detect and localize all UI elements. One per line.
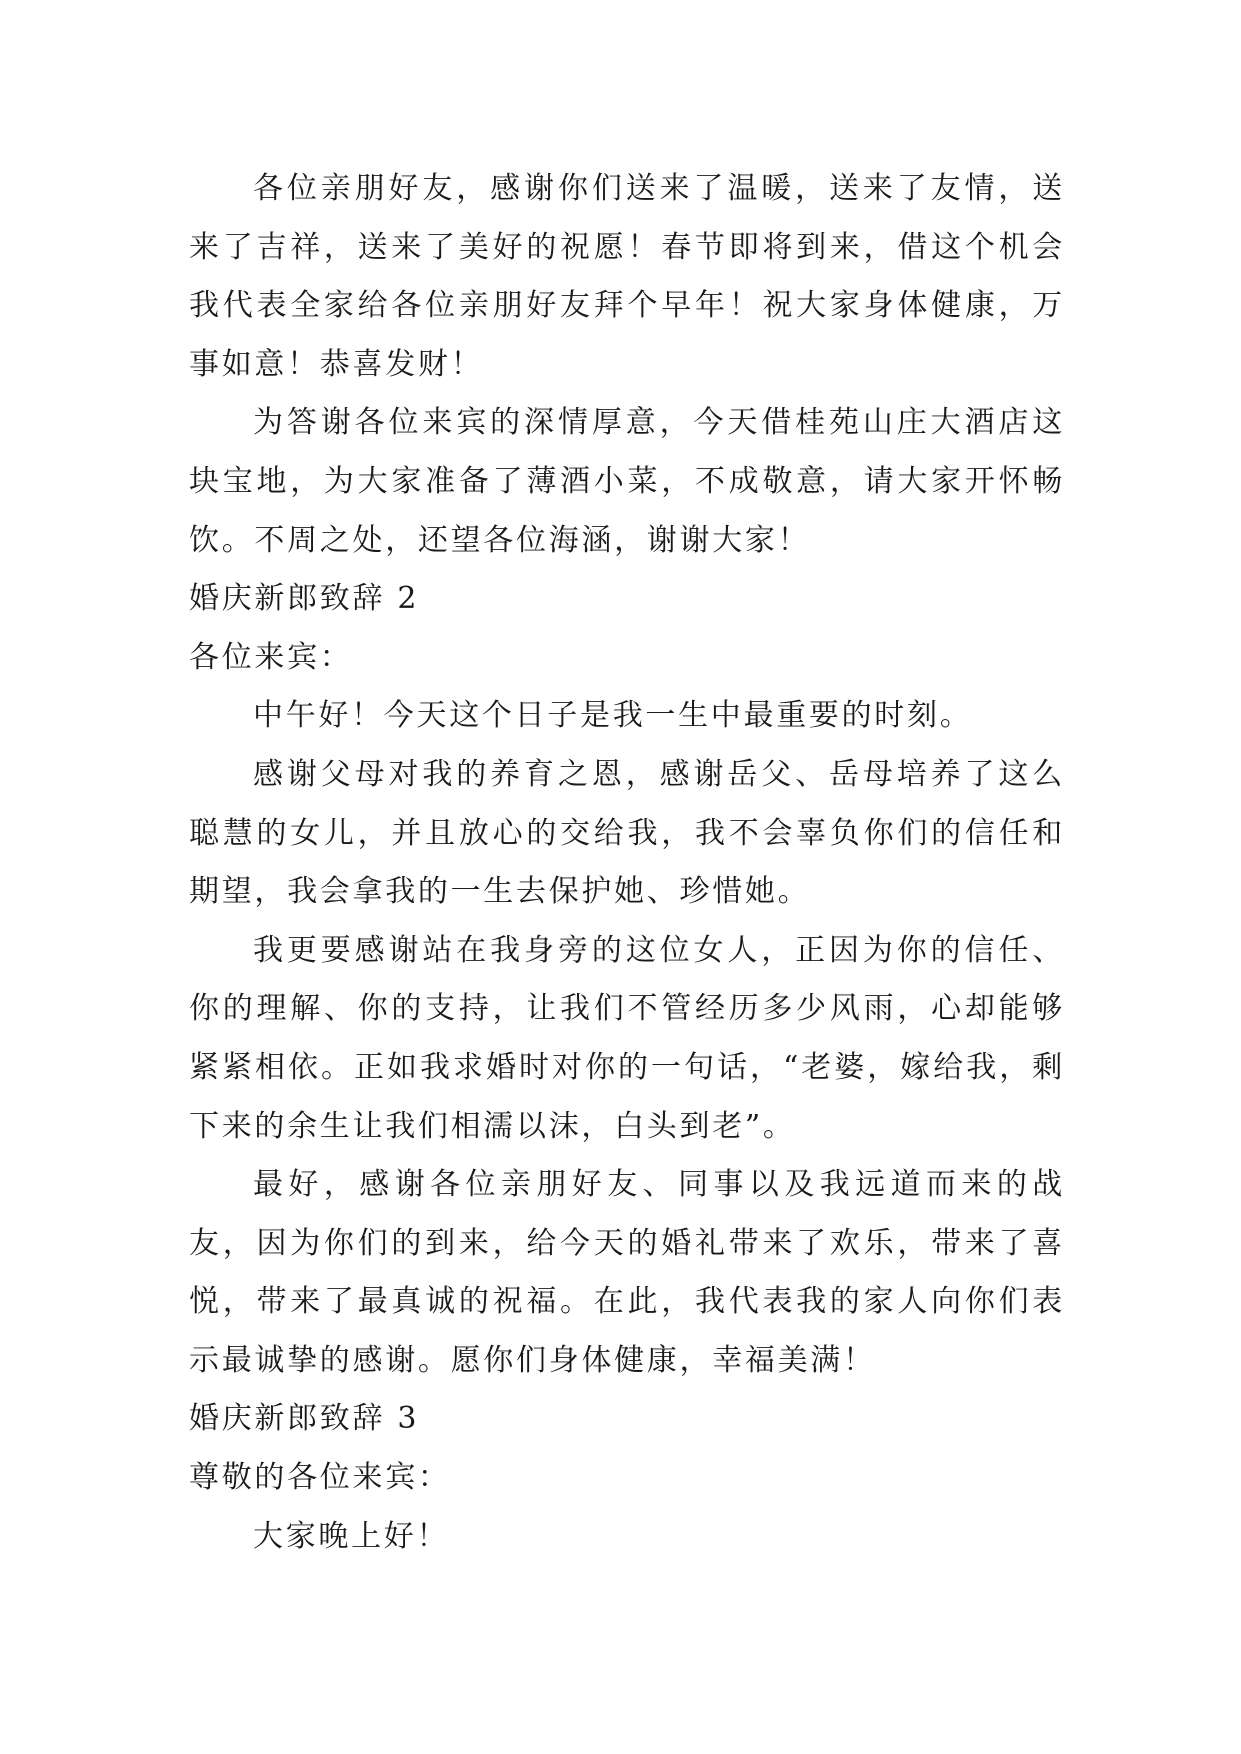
paragraph-thanks-friends: 最好，感谢各位亲朋好友、同事以及我远道而来的战友，因为你们的到来，给今天的婚礼带来了欢乐，带来了喜悦，带来了最真诚的祝福。在此，我代表我的家人向你们表示最诚挚的感谢。愿你们身体健康，幸福美满！: [189, 1167, 1065, 1378]
paragraph-thanks-bride: 我更要感谢站在我身旁的这位女人，正因为你的信任、你的理解、你的支持，让我们不管经历多少风雨，心却能够紧紧相依。正如我求婚时对你的一句话，“老婆，嫁给我，剩下来的余生让我们相濡以沫，白头到老”。: [189, 932, 1065, 1144]
paragraph-thanks-parents: 感谢父母对我的养育之恩，感谢岳父、岳母培养了这么聪慧的女儿，并且放心的交给我，我不会辜负你们的信任和期望，我会拿我的一生去保护她、珍惜她。: [189, 756, 1065, 910]
document-body: [189, 160, 1065, 1566]
section-heading-speech-2: 婚庆新郎致辞 2: [189, 581, 420, 617]
paragraph-banquet-thanks: 为答谢各位来宾的深情厚意，今天借桂苑山庄大酒店这块宝地，为大家准备了薄酒小菜，不成敬意，请大家开怀畅饮。不周之处，还望各位海涵，谢谢大家！: [189, 405, 1065, 558]
paragraph-evening-greeting: 大家晚上好！: [253, 1518, 450, 1554]
salutation-guests: 各位来宾：: [189, 639, 353, 675]
section-heading-speech-3: 婚庆新郎致辞 3: [189, 1401, 420, 1437]
paragraph-greeting-thanks: 各位亲朋好友，感谢你们送来了温暖，送来了友情，送来了吉祥，送来了美好的祝愿！春节即将到来，借这个机会我代表全家给各位亲朋好友拜个早年！祝大家身体健康，万事如意！恭喜发财！: [189, 171, 1065, 382]
salutation-respected-guests: 尊敬的各位来宾：: [189, 1460, 451, 1496]
paragraph-noon-greeting: 中午好！今天这个日子是我一生中最重要的时刻。: [253, 698, 973, 734]
